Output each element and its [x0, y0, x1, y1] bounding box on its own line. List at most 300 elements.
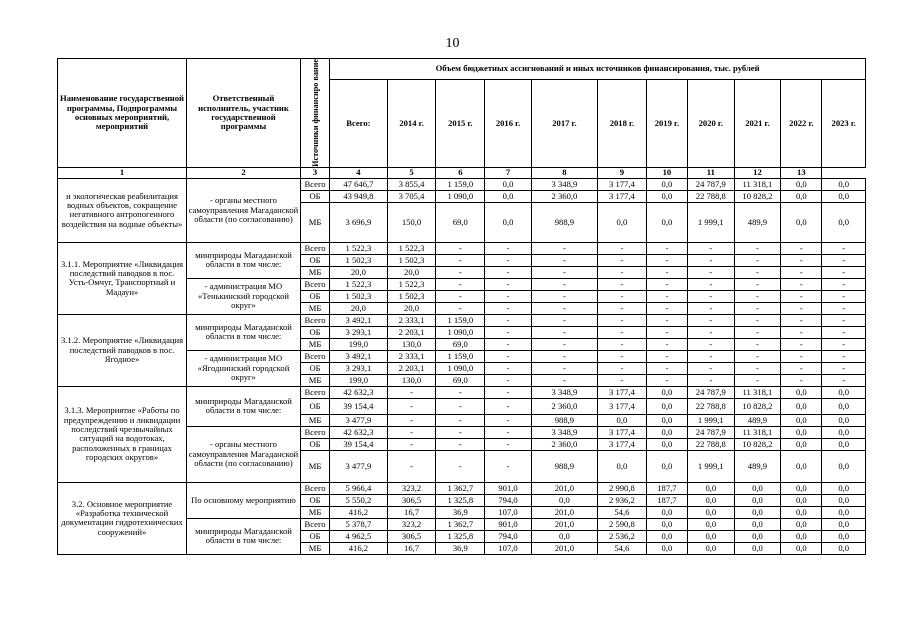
- column-number: 1: [58, 167, 187, 178]
- amount-cell: 2 333,1: [387, 350, 436, 362]
- amount-cell: -: [598, 242, 647, 254]
- amount-cell: -: [781, 290, 822, 302]
- amount-cell: 901,0: [485, 518, 532, 530]
- amount-cell: -: [485, 450, 532, 482]
- year-header: 2018 г.: [598, 80, 647, 168]
- amount-cell: 0,0: [688, 530, 735, 542]
- amount-cell: -: [387, 438, 436, 450]
- amount-cell: 3 348,9: [531, 426, 597, 438]
- amount-cell: 2 333,1: [387, 314, 436, 326]
- funding-source: Всего: [300, 518, 329, 530]
- amount-cell: 20,0: [387, 266, 436, 278]
- amount-cell: -: [598, 350, 647, 362]
- amount-cell: -: [531, 242, 597, 254]
- column-number: 11: [688, 167, 735, 178]
- amount-cell: 1 325,8: [436, 494, 485, 506]
- amount-cell: 0,0: [734, 530, 781, 542]
- amount-cell: 988,9: [531, 202, 597, 242]
- amount-cell: 24 787,9: [688, 426, 735, 438]
- amount-cell: 5 966,4: [330, 482, 387, 494]
- amount-cell: -: [531, 326, 597, 338]
- page-number: 10: [445, 36, 460, 51]
- funding-source: МБ: [300, 414, 329, 426]
- amount-cell: 0,0: [822, 494, 866, 506]
- amount-cell: 988,9: [531, 414, 597, 426]
- amount-cell: 11 318,1: [734, 178, 781, 190]
- amount-cell: 2 990,8: [598, 482, 647, 494]
- amount-cell: -: [485, 302, 532, 314]
- amount-cell: 0,0: [822, 482, 866, 494]
- amount-cell: 2 203,1: [387, 362, 436, 374]
- amount-cell: 0,0: [598, 450, 647, 482]
- amount-cell: -: [436, 414, 485, 426]
- amount-cell: 0,0: [822, 414, 866, 426]
- financing-table: [57, 58, 866, 555]
- funding-source: ОБ: [300, 254, 329, 266]
- amount-cell: -: [688, 290, 735, 302]
- amount-cell: 489,9: [734, 414, 781, 426]
- amount-cell: 107,0: [485, 506, 532, 518]
- amount-cell: 54,6: [598, 506, 647, 518]
- amount-cell: -: [822, 278, 866, 290]
- amount-cell: 2 536,2: [598, 530, 647, 542]
- amount-cell: 794,0: [485, 530, 532, 542]
- amount-cell: 0,0: [781, 518, 822, 530]
- amount-cell: -: [646, 374, 687, 386]
- year-header: 2019 г.: [646, 80, 687, 168]
- year-header: 2020 г.: [688, 80, 735, 168]
- amount-cell: 0,0: [822, 386, 866, 398]
- amount-cell: -: [436, 450, 485, 482]
- amount-cell: -: [734, 242, 781, 254]
- amount-cell: 0,0: [822, 426, 866, 438]
- table-row: [58, 314, 866, 326]
- amount-cell: 0,0: [822, 542, 866, 554]
- amount-cell: 201,0: [531, 542, 597, 554]
- amount-cell: -: [485, 438, 532, 450]
- amount-cell: -: [688, 374, 735, 386]
- amount-cell: -: [646, 242, 687, 254]
- amount-cell: -: [598, 326, 647, 338]
- amount-cell: 0,0: [822, 518, 866, 530]
- amount-cell: -: [781, 314, 822, 326]
- amount-cell: 0,0: [688, 542, 735, 554]
- amount-cell: 0,0: [822, 398, 866, 414]
- amount-cell: 3 177,4: [598, 438, 647, 450]
- amount-cell: 5 378,7: [330, 518, 387, 530]
- amount-cell: 1 090,0: [436, 326, 485, 338]
- amount-cell: -: [734, 362, 781, 374]
- amount-cell: -: [822, 254, 866, 266]
- amount-cell: -: [781, 338, 822, 350]
- amount-cell: 988,9: [531, 450, 597, 482]
- year-header: 2016 г.: [485, 80, 532, 168]
- amount-cell: -: [485, 426, 532, 438]
- amount-cell: 0,0: [646, 438, 687, 450]
- amount-cell: -: [822, 314, 866, 326]
- amount-cell: 0,0: [781, 398, 822, 414]
- amount-cell: 3 348,9: [531, 386, 597, 398]
- amount-cell: -: [822, 362, 866, 374]
- amount-cell: 3 177,4: [598, 190, 647, 202]
- funding-source: МБ: [300, 202, 329, 242]
- amount-cell: -: [436, 290, 485, 302]
- amount-cell: -: [781, 266, 822, 278]
- amount-cell: 323,2: [387, 518, 436, 530]
- amount-cell: -: [781, 362, 822, 374]
- amount-cell: 1 090,0: [436, 190, 485, 202]
- amount-cell: -: [485, 362, 532, 374]
- amount-cell: 1 522,3: [387, 278, 436, 290]
- amount-cell: 0,0: [688, 482, 735, 494]
- amount-cell: -: [688, 302, 735, 314]
- amount-cell: -: [688, 266, 735, 278]
- amount-cell: 0,0: [781, 450, 822, 482]
- amount-cell: -: [531, 290, 597, 302]
- amount-cell: 1 090,0: [436, 362, 485, 374]
- amount-cell: 0,0: [781, 414, 822, 426]
- amount-cell: 3 477,9: [330, 414, 387, 426]
- amount-cell: -: [734, 374, 781, 386]
- amount-cell: 0,0: [781, 190, 822, 202]
- amount-cell: 0,0: [646, 414, 687, 426]
- amount-cell: -: [781, 350, 822, 362]
- amount-cell: -: [598, 266, 647, 278]
- amount-cell: 16,7: [387, 542, 436, 554]
- amount-cell: 0,0: [734, 506, 781, 518]
- amount-cell: 20,0: [330, 266, 387, 278]
- activity-name: 3.2. Основное мероприятие «Разработка технической документации гидротехнических сооружений»: [58, 482, 187, 554]
- amount-cell: 0,0: [781, 202, 822, 242]
- amount-cell: 3 705,4: [387, 190, 436, 202]
- amount-cell: 0,0: [822, 530, 866, 542]
- year-header: 2015 г.: [436, 80, 485, 168]
- amount-cell: -: [598, 278, 647, 290]
- amount-cell: -: [822, 374, 866, 386]
- amount-cell: 130,0: [387, 374, 436, 386]
- responsible-executor: - органы местного самоуправления Магаданской области (по согласованию): [187, 426, 301, 482]
- funding-source: Всего: [300, 242, 329, 254]
- amount-cell: -: [436, 398, 485, 414]
- amount-cell: -: [485, 414, 532, 426]
- amount-cell: -: [688, 350, 735, 362]
- activity-name: и экологическая реабилитация водных объектов, сокращение негативного антропогенного воздействия на водные объекты»: [58, 178, 187, 242]
- amount-cell: 3 177,4: [598, 398, 647, 414]
- funding-source: МБ: [300, 450, 329, 482]
- amount-cell: 1 159,0: [436, 314, 485, 326]
- amount-cell: -: [646, 278, 687, 290]
- amount-cell: -: [646, 326, 687, 338]
- amount-cell: 16,7: [387, 506, 436, 518]
- amount-cell: 306,5: [387, 494, 436, 506]
- amount-cell: -: [781, 302, 822, 314]
- amount-cell: -: [734, 278, 781, 290]
- amount-cell: -: [646, 338, 687, 350]
- amount-cell: 0,0: [781, 542, 822, 554]
- amount-cell: -: [598, 374, 647, 386]
- funding-source: Всего: [300, 386, 329, 398]
- amount-cell: -: [688, 326, 735, 338]
- funding-source: МБ: [300, 302, 329, 314]
- amount-cell: -: [387, 386, 436, 398]
- amount-cell: -: [485, 338, 532, 350]
- funding-source: Всего: [300, 278, 329, 290]
- amount-cell: 20,0: [330, 302, 387, 314]
- column-number: 9: [598, 167, 647, 178]
- amount-cell: 5 550,2: [330, 494, 387, 506]
- amount-cell: 2 203,1: [387, 326, 436, 338]
- funding-source: Всего: [300, 314, 329, 326]
- amount-cell: 1 325,8: [436, 530, 485, 542]
- amount-cell: -: [436, 278, 485, 290]
- year-header: 2014 г.: [387, 80, 436, 168]
- amount-cell: 0,0: [781, 178, 822, 190]
- amount-cell: 1 362,7: [436, 518, 485, 530]
- amount-cell: -: [436, 266, 485, 278]
- amount-cell: -: [688, 338, 735, 350]
- column-number: 7: [485, 167, 532, 178]
- amount-cell: -: [531, 362, 597, 374]
- year-header: Всего:: [330, 80, 387, 168]
- column-number: 6: [436, 167, 485, 178]
- amount-cell: 1 999,1: [688, 414, 735, 426]
- amount-cell: 0,0: [646, 542, 687, 554]
- year-header: 2017 г.: [531, 80, 597, 168]
- funding-source: ОБ: [300, 494, 329, 506]
- amount-cell: 0,0: [485, 202, 532, 242]
- header-source: [300, 59, 329, 168]
- amount-cell: 11 318,1: [734, 426, 781, 438]
- amount-cell: -: [598, 338, 647, 350]
- amount-cell: 1 502,3: [387, 290, 436, 302]
- amount-cell: -: [531, 338, 597, 350]
- amount-cell: -: [387, 450, 436, 482]
- amount-cell: 199,0: [330, 374, 387, 386]
- amount-cell: 107,0: [485, 542, 532, 554]
- amount-cell: 2 936,2: [598, 494, 647, 506]
- column-number: 5: [387, 167, 436, 178]
- funding-source: Всего: [300, 350, 329, 362]
- amount-cell: -: [822, 350, 866, 362]
- amount-cell: 1 502,3: [330, 254, 387, 266]
- amount-cell: -: [598, 314, 647, 326]
- amount-cell: 323,2: [387, 482, 436, 494]
- amount-cell: -: [485, 326, 532, 338]
- amount-cell: 24 787,9: [688, 386, 735, 398]
- column-number: 2: [187, 167, 301, 178]
- amount-cell: 22 788,8: [688, 190, 735, 202]
- amount-cell: 1 159,0: [436, 178, 485, 190]
- amount-cell: 2 360,0: [531, 190, 597, 202]
- amount-cell: 0,0: [688, 518, 735, 530]
- amount-cell: -: [646, 350, 687, 362]
- amount-cell: 0,0: [822, 190, 866, 202]
- amount-cell: 1 362,7: [436, 482, 485, 494]
- amount-cell: 187,7: [646, 494, 687, 506]
- responsible-executor: минприроды Магаданской области в том числе:: [187, 518, 301, 554]
- amount-cell: 199,0: [330, 338, 387, 350]
- amount-cell: -: [485, 242, 532, 254]
- amount-cell: -: [734, 314, 781, 326]
- funding-source: МБ: [300, 374, 329, 386]
- amount-cell: 1 999,1: [688, 450, 735, 482]
- amount-cell: -: [531, 266, 597, 278]
- amount-cell: 1 502,3: [387, 254, 436, 266]
- column-number: 12: [734, 167, 781, 178]
- amount-cell: 42 632,3: [330, 426, 387, 438]
- amount-cell: 0,0: [646, 426, 687, 438]
- funding-source: ОБ: [300, 326, 329, 338]
- amount-cell: 489,9: [734, 450, 781, 482]
- amount-cell: -: [531, 302, 597, 314]
- amount-cell: 42 632,3: [330, 386, 387, 398]
- column-number: 4: [330, 167, 387, 178]
- amount-cell: -: [734, 326, 781, 338]
- column-number: 3: [300, 167, 329, 178]
- amount-cell: 10 828,2: [734, 190, 781, 202]
- amount-cell: 22 788,8: [688, 398, 735, 414]
- amount-cell: -: [822, 242, 866, 254]
- amount-cell: 201,0: [531, 518, 597, 530]
- amount-cell: 0,0: [646, 530, 687, 542]
- amount-cell: -: [387, 414, 436, 426]
- funding-source: ОБ: [300, 362, 329, 374]
- amount-cell: 0,0: [598, 202, 647, 242]
- amount-cell: 0,0: [646, 178, 687, 190]
- funding-source: МБ: [300, 266, 329, 278]
- amount-cell: 0,0: [781, 386, 822, 398]
- amount-cell: -: [598, 302, 647, 314]
- year-header: 2023 г.: [822, 80, 866, 168]
- amount-cell: 0,0: [485, 178, 532, 190]
- amount-cell: -: [485, 374, 532, 386]
- amount-cell: -: [688, 242, 735, 254]
- amount-cell: -: [436, 302, 485, 314]
- amount-cell: -: [485, 290, 532, 302]
- amount-cell: 0,0: [646, 190, 687, 202]
- amount-cell: 3 293,1: [330, 362, 387, 374]
- year-header: 2022 г.: [781, 80, 822, 168]
- amount-cell: -: [531, 374, 597, 386]
- amount-cell: 489,9: [734, 202, 781, 242]
- column-number: 13: [781, 167, 822, 178]
- amount-cell: -: [734, 350, 781, 362]
- amount-cell: -: [387, 398, 436, 414]
- header-responsible: Ответственный исполнитель, участник государственной программы: [187, 59, 301, 168]
- amount-cell: -: [646, 254, 687, 266]
- funding-source: МБ: [300, 338, 329, 350]
- amount-cell: 0,0: [822, 506, 866, 518]
- amount-cell: 1 159,0: [436, 350, 485, 362]
- amount-cell: 3 293,1: [330, 326, 387, 338]
- activity-name: 3.1.2. Мероприятие «Ликвидация последствий паводков в пос. Ягодное»: [58, 314, 187, 386]
- amount-cell: 1 522,3: [330, 242, 387, 254]
- amount-cell: -: [436, 254, 485, 266]
- amount-cell: 150,0: [387, 202, 436, 242]
- amount-cell: 3 492,1: [330, 350, 387, 362]
- header-name: Наименование государственной программы, Подпрограммы основных мероприятий, мероприятий: [58, 59, 187, 168]
- amount-cell: 0,0: [822, 202, 866, 242]
- funding-source: Всего: [300, 482, 329, 494]
- amount-cell: 306,5: [387, 530, 436, 542]
- funding-source: ОБ: [300, 530, 329, 542]
- responsible-executor: - органы местного самоуправления Магаданской области (по согласованию): [187, 178, 301, 242]
- responsible-executor: - администрация МО «Тенькинский городской округ»: [187, 278, 301, 314]
- amount-cell: 3 177,4: [598, 178, 647, 190]
- amount-cell: 0,0: [822, 450, 866, 482]
- amount-cell: -: [822, 338, 866, 350]
- amount-cell: 0,0: [734, 542, 781, 554]
- amount-cell: 201,0: [531, 482, 597, 494]
- amount-cell: 43 949,8: [330, 190, 387, 202]
- table-row: [58, 482, 866, 494]
- amount-cell: 0,0: [781, 482, 822, 494]
- amount-cell: -: [531, 254, 597, 266]
- amount-cell: 39 154,4: [330, 398, 387, 414]
- amount-cell: 0,0: [822, 178, 866, 190]
- responsible-executor: По основному мероприятию: [187, 482, 301, 518]
- amount-cell: 0,0: [485, 190, 532, 202]
- amount-cell: 1 502,3: [330, 290, 387, 302]
- amount-cell: 0,0: [781, 494, 822, 506]
- funding-source: МБ: [300, 506, 329, 518]
- amount-cell: -: [646, 266, 687, 278]
- amount-cell: 0,0: [781, 426, 822, 438]
- amount-cell: 11 318,1: [734, 386, 781, 398]
- amount-cell: 54,6: [598, 542, 647, 554]
- table-row: [58, 178, 866, 190]
- amount-cell: -: [781, 254, 822, 266]
- table-row: [58, 242, 866, 254]
- amount-cell: 0,0: [734, 482, 781, 494]
- amount-cell: -: [688, 278, 735, 290]
- amount-cell: -: [688, 362, 735, 374]
- amount-cell: 0,0: [646, 398, 687, 414]
- amount-cell: -: [781, 326, 822, 338]
- amount-cell: 0,0: [646, 450, 687, 482]
- amount-cell: 39 154,4: [330, 438, 387, 450]
- amount-cell: -: [688, 314, 735, 326]
- amount-cell: 0,0: [734, 494, 781, 506]
- amount-cell: 0,0: [688, 494, 735, 506]
- amount-cell: -: [734, 338, 781, 350]
- amount-cell: -: [598, 254, 647, 266]
- funding-source: ОБ: [300, 290, 329, 302]
- amount-cell: 24 787,9: [688, 178, 735, 190]
- amount-cell: 69,0: [436, 374, 485, 386]
- amount-cell: 10 828,2: [734, 398, 781, 414]
- amount-cell: 901,0: [485, 482, 532, 494]
- year-header: 2021 г.: [734, 80, 781, 168]
- column-number: 8: [531, 167, 597, 178]
- amount-cell: 3 477,9: [330, 450, 387, 482]
- funding-source: Всего: [300, 178, 329, 190]
- amount-cell: -: [734, 254, 781, 266]
- amount-cell: 0,0: [688, 506, 735, 518]
- header-volume: Объем бюджетных ассигнований и иных источников финансирования, тыс. рублей: [330, 59, 866, 80]
- amount-cell: 3 492,1: [330, 314, 387, 326]
- amount-cell: 416,2: [330, 506, 387, 518]
- amount-cell: 69,0: [436, 202, 485, 242]
- amount-cell: 0,0: [646, 506, 687, 518]
- amount-cell: -: [781, 278, 822, 290]
- amount-cell: -: [646, 314, 687, 326]
- amount-cell: 0,0: [646, 518, 687, 530]
- amount-cell: -: [485, 386, 532, 398]
- amount-cell: 2 360,0: [531, 398, 597, 414]
- table-row: [58, 386, 866, 398]
- amount-cell: -: [485, 266, 532, 278]
